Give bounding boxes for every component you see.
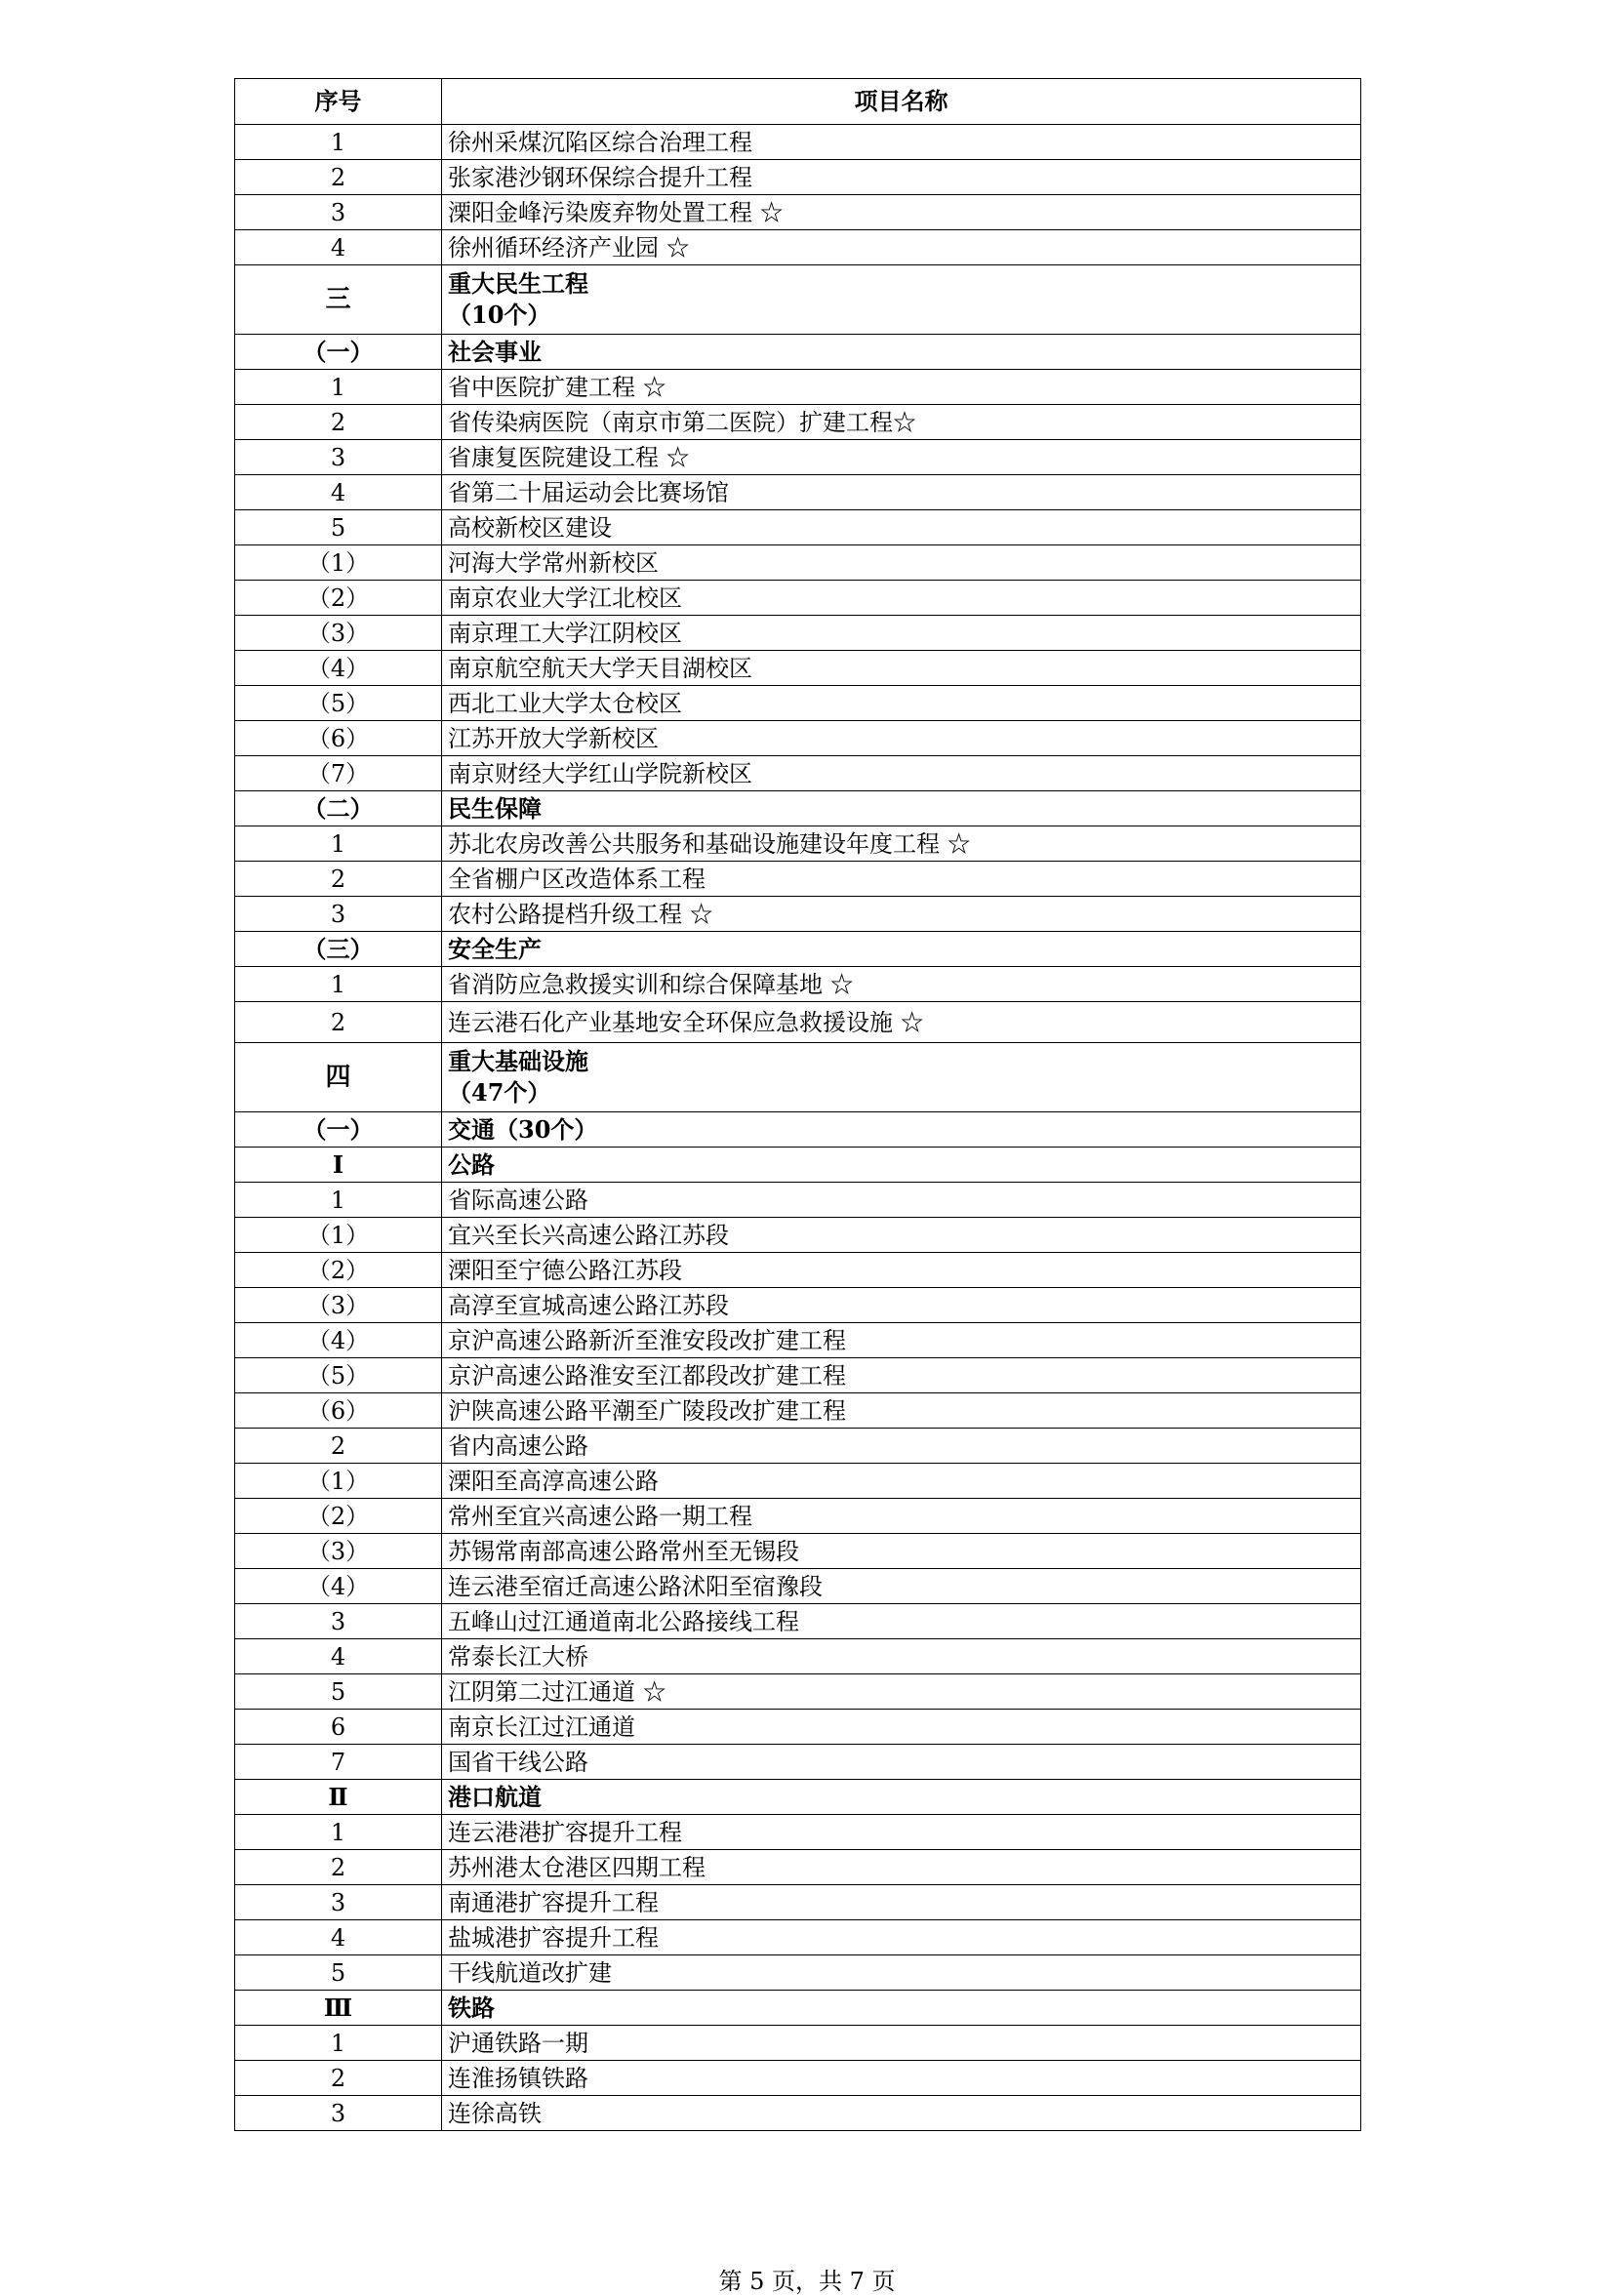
row-name: 溧阳至宁德公路江苏段 xyxy=(442,1253,1361,1288)
table-row xyxy=(235,1393,1361,1429)
row-seq: （4） xyxy=(235,651,442,686)
row-seq: 2 xyxy=(235,405,442,440)
table-row xyxy=(235,1569,1361,1604)
row-seq: （5） xyxy=(235,1358,442,1393)
header-name: 项目名称 xyxy=(442,79,1361,125)
row-name: 连云港至宿迁高速公路沭阳至宿豫段 xyxy=(442,1569,1361,1604)
row-seq: 5 xyxy=(235,510,442,545)
row-name: 高校新校区建设 xyxy=(442,510,1361,545)
row-seq: 3 xyxy=(235,1604,442,1639)
table-row xyxy=(235,440,1361,475)
row-seq: 4 xyxy=(235,230,442,265)
row-name: 连云港石化产业基地安全环保应急救援设施 ☆ xyxy=(442,1002,1361,1043)
row-name: 交通（30个） xyxy=(442,1112,1361,1148)
row-name: 京沪高速公路淮安至江都段改扩建工程 xyxy=(442,1358,1361,1393)
table-row xyxy=(235,1534,1361,1569)
row-name: 徐州采煤沉陷区综合治理工程 xyxy=(442,125,1361,160)
row-name: 省康复医院建设工程 ☆ xyxy=(442,440,1361,475)
table-row xyxy=(235,1674,1361,1710)
row-seq: （1） xyxy=(235,1464,442,1499)
row-seq: （6） xyxy=(235,721,442,756)
row-seq: 2 xyxy=(235,862,442,897)
table-row xyxy=(235,1002,1361,1043)
row-name: 铁路 xyxy=(442,1991,1361,2026)
table-row xyxy=(235,1745,1361,1780)
table-row xyxy=(235,862,1361,897)
row-name: 南京航空航天大学天目湖校区 xyxy=(442,651,1361,686)
row-seq: （二） xyxy=(235,791,442,826)
table-row xyxy=(235,616,1361,651)
row-name xyxy=(442,265,1361,335)
table-body xyxy=(235,125,1361,2131)
row-seq: （1） xyxy=(235,1218,442,1253)
table-row xyxy=(235,1183,1361,1218)
row-name-line1: 重大基础设施 xyxy=(448,1047,588,1075)
table-row xyxy=(235,2026,1361,2061)
table-row xyxy=(235,230,1361,265)
table-row xyxy=(235,195,1361,230)
table-row xyxy=(235,1218,1361,1253)
table-row xyxy=(235,1850,1361,1885)
row-name: 省第二十届运动会比赛场馆 xyxy=(442,475,1361,510)
row-name: 安全生产 xyxy=(442,932,1361,967)
table-row xyxy=(235,1429,1361,1464)
project-table xyxy=(234,78,1361,2131)
row-seq: （2） xyxy=(235,1499,442,1534)
row-name: 常泰长江大桥 xyxy=(442,1639,1361,1674)
row-name: 民生保障 xyxy=(442,791,1361,826)
row-name-line1: 重大民生工程 xyxy=(448,269,588,298)
row-seq: 4 xyxy=(235,475,442,510)
table-row xyxy=(235,651,1361,686)
table-row xyxy=(235,1288,1361,1323)
row-name: 河海大学常州新校区 xyxy=(442,545,1361,581)
table-row xyxy=(235,791,1361,826)
row-name: 省传染病医院（南京市第二医院）扩建工程☆ xyxy=(442,405,1361,440)
table-row xyxy=(235,897,1361,932)
row-seq: 2 xyxy=(235,1002,442,1043)
row-name: 西北工业大学太仓校区 xyxy=(442,686,1361,721)
table-row xyxy=(235,1148,1361,1183)
row-name: 常州至宜兴高速公路一期工程 xyxy=(442,1499,1361,1534)
row-seq: 2 xyxy=(235,2061,442,2096)
row-seq: （4） xyxy=(235,1323,442,1358)
row-seq: Ⅱ xyxy=(235,1780,442,1815)
row-name: 京沪高速公路新沂至淮安段改扩建工程 xyxy=(442,1323,1361,1358)
table-row xyxy=(235,932,1361,967)
table-row xyxy=(235,1358,1361,1393)
row-seq: （2） xyxy=(235,581,442,616)
table-row xyxy=(235,1955,1361,1991)
row-name: 南京长江过江通道 xyxy=(442,1710,1361,1745)
row-seq: 5 xyxy=(235,1674,442,1710)
row-name: 南通港扩容提升工程 xyxy=(442,1885,1361,1920)
table-header-row xyxy=(235,79,1361,125)
table-row xyxy=(235,1043,1361,1112)
row-name: 社会事业 xyxy=(442,335,1361,370)
row-name: 全省棚户区改造体系工程 xyxy=(442,862,1361,897)
row-name: 江苏开放大学新校区 xyxy=(442,721,1361,756)
header-seq: 序号 xyxy=(235,79,442,125)
row-seq: 5 xyxy=(235,1955,442,1991)
row-seq: 1 xyxy=(235,826,442,862)
row-seq: （7） xyxy=(235,756,442,791)
row-name: 农村公路提档升级工程 ☆ xyxy=(442,897,1361,932)
row-seq: 6 xyxy=(235,1710,442,1745)
table-row xyxy=(235,686,1361,721)
row-name: 苏州港太仓港区四期工程 xyxy=(442,1850,1361,1885)
row-name: 南京农业大学江北校区 xyxy=(442,581,1361,616)
row-name xyxy=(442,1043,1361,1112)
row-seq: （3） xyxy=(235,616,442,651)
table-row xyxy=(235,335,1361,370)
row-seq: 4 xyxy=(235,1639,442,1674)
row-seq: 2 xyxy=(235,160,442,195)
row-seq: （2） xyxy=(235,1253,442,1288)
table-row xyxy=(235,967,1361,1002)
row-name: 沪通铁路一期 xyxy=(442,2026,1361,2061)
table-row xyxy=(235,1920,1361,1955)
row-name: 宜兴至长兴高速公路江苏段 xyxy=(442,1218,1361,1253)
row-seq: 3 xyxy=(235,1885,442,1920)
row-seq: Ⅰ xyxy=(235,1148,442,1183)
row-name: 盐城港扩容提升工程 xyxy=(442,1920,1361,1955)
table-row xyxy=(235,756,1361,791)
row-name: 港口航道 xyxy=(442,1780,1361,1815)
row-seq: （一） xyxy=(235,1112,442,1148)
page-footer: 第 5 页，共 7 页 xyxy=(718,2268,896,2295)
table-row xyxy=(235,1112,1361,1148)
row-seq: Ⅲ xyxy=(235,1991,442,2026)
row-seq: 3 xyxy=(235,195,442,230)
table-row xyxy=(235,2096,1361,2131)
row-seq: 7 xyxy=(235,1745,442,1780)
row-name: 国省干线公路 xyxy=(442,1745,1361,1780)
row-seq: （一） xyxy=(235,335,442,370)
row-name: 张家港沙钢环保综合提升工程 xyxy=(442,160,1361,195)
row-seq: 四 xyxy=(235,1043,442,1112)
row-name-line2: （10个） xyxy=(448,301,551,329)
row-name: 连云港港扩容提升工程 xyxy=(442,1815,1361,1850)
table-row xyxy=(235,160,1361,195)
table-row xyxy=(235,581,1361,616)
row-name: 高淳至宣城高速公路江苏段 xyxy=(442,1288,1361,1323)
row-seq: （6） xyxy=(235,1393,442,1429)
row-name: 连徐高铁 xyxy=(442,2096,1361,2131)
row-name: 连淮扬镇铁路 xyxy=(442,2061,1361,2096)
row-name: 徐州循环经济产业园 ☆ xyxy=(442,230,1361,265)
table-row xyxy=(235,2061,1361,2096)
table-row xyxy=(235,1885,1361,1920)
row-seq: （1） xyxy=(235,545,442,581)
table-row xyxy=(235,265,1361,335)
row-seq: 3 xyxy=(235,897,442,932)
row-seq: 三 xyxy=(235,265,442,335)
row-name: 五峰山过江通道南北公路接线工程 xyxy=(442,1604,1361,1639)
row-name: 沪陕高速公路平潮至广陵段改扩建工程 xyxy=(442,1393,1361,1429)
row-seq: 1 xyxy=(235,2026,442,2061)
table-row xyxy=(235,125,1361,160)
row-seq: （三） xyxy=(235,932,442,967)
table-row xyxy=(235,510,1361,545)
table-row xyxy=(235,1499,1361,1534)
row-seq: （4） xyxy=(235,1569,442,1604)
row-name: 南京理工大学江阴校区 xyxy=(442,616,1361,651)
table-row xyxy=(235,1780,1361,1815)
table-row xyxy=(235,1604,1361,1639)
row-seq: 1 xyxy=(235,967,442,1002)
row-name: 溧阳金峰污染废弃物处置工程 ☆ xyxy=(442,195,1361,230)
row-seq: 1 xyxy=(235,125,442,160)
row-seq: 2 xyxy=(235,1429,442,1464)
table-row xyxy=(235,1253,1361,1288)
row-name: 南京财经大学红山学院新校区 xyxy=(442,756,1361,791)
table-row xyxy=(235,1991,1361,2026)
row-name: 溧阳至高淳高速公路 xyxy=(442,1464,1361,1499)
table-row xyxy=(235,721,1361,756)
row-seq: 1 xyxy=(235,1815,442,1850)
table-row xyxy=(235,1323,1361,1358)
row-seq: 3 xyxy=(235,440,442,475)
row-seq: 1 xyxy=(235,1183,442,1218)
row-name: 公路 xyxy=(442,1148,1361,1183)
table-row xyxy=(235,370,1361,405)
row-seq: 2 xyxy=(235,1850,442,1885)
row-name: 干线航道改扩建 xyxy=(442,1955,1361,1991)
row-seq: 3 xyxy=(235,2096,442,2131)
table-row xyxy=(235,1815,1361,1850)
table-row xyxy=(235,1710,1361,1745)
table-row xyxy=(235,826,1361,862)
row-name: 江阴第二过江通道 ☆ xyxy=(442,1674,1361,1710)
row-seq: （3） xyxy=(235,1288,442,1323)
table-row xyxy=(235,1464,1361,1499)
row-name: 省际高速公路 xyxy=(442,1183,1361,1218)
row-name: 省内高速公路 xyxy=(442,1429,1361,1464)
table-row xyxy=(235,475,1361,510)
row-name: 苏北农房改善公共服务和基础设施建设年度工程 ☆ xyxy=(442,826,1361,862)
row-seq: （5） xyxy=(235,686,442,721)
row-name: 省中医院扩建工程 ☆ xyxy=(442,370,1361,405)
row-name: 苏锡常南部高速公路常州至无锡段 xyxy=(442,1534,1361,1569)
table-row xyxy=(235,1639,1361,1674)
table-row xyxy=(235,545,1361,581)
table-row xyxy=(235,405,1361,440)
row-seq: 4 xyxy=(235,1920,442,1955)
row-name: 省消防应急救援实训和综合保障基地 ☆ xyxy=(442,967,1361,1002)
row-name-line2: （47个） xyxy=(448,1078,551,1107)
row-seq: 1 xyxy=(235,370,442,405)
row-seq: （3） xyxy=(235,1534,442,1569)
